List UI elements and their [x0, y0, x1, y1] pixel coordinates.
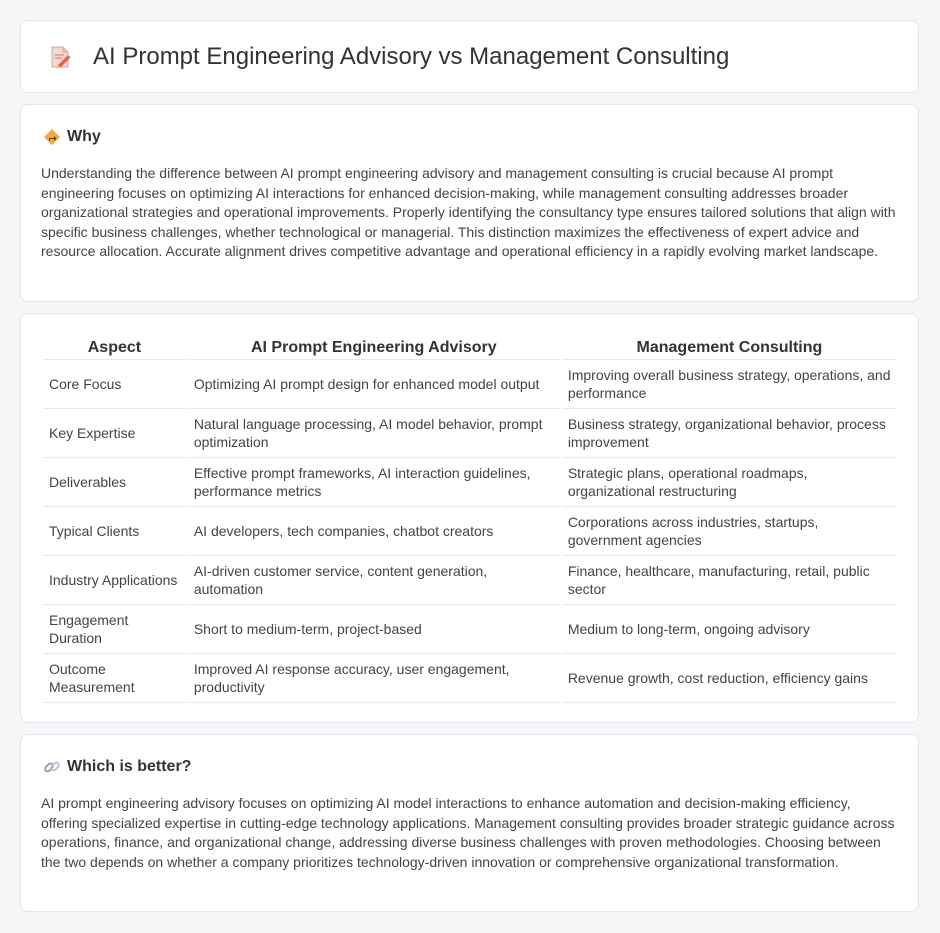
- comparison-table: [41, 336, 899, 703]
- which-is-better-card: [20, 734, 919, 912]
- aspect-cell: Key Expertise: [43, 409, 186, 458]
- table-row: [43, 654, 897, 703]
- aspect-cell: Industry Applications: [43, 556, 186, 605]
- link-icon: [43, 758, 61, 776]
- management-consulting-cell: Business strategy, organizational behavior, process improvement: [562, 409, 897, 458]
- document-pencil-icon: [47, 44, 73, 70]
- ai-advisory-cell: Short to medium-term, project-based: [188, 605, 560, 654]
- ai-advisory-cell: AI developers, tech companies, chatbot creators: [188, 507, 560, 556]
- ai-advisory-cell: Natural language processing, AI model behavior, prompt optimization: [188, 409, 560, 458]
- management-consulting-cell: Medium to long-term, ongoing advisory: [562, 605, 897, 654]
- aspect-cell: Typical Clients: [43, 507, 186, 556]
- title-card: [20, 20, 919, 93]
- column-header: AI Prompt Engineering Advisory: [188, 336, 560, 360]
- aspect-cell: Engagement Duration: [43, 605, 186, 654]
- table-row: [43, 458, 897, 507]
- management-consulting-cell: Finance, healthcare, manufacturing, retail, public sector: [562, 556, 897, 605]
- ai-advisory-cell: Optimizing AI prompt design for enhanced model output: [188, 360, 560, 409]
- why-header: [43, 128, 101, 146]
- diamond-sign-icon: [43, 128, 61, 146]
- page-title: AI Prompt Engineering Advisory vs Management Consulting: [93, 42, 730, 70]
- table-row: [43, 360, 897, 409]
- table-row: [43, 507, 897, 556]
- management-consulting-cell: Improving overall business strategy, operations, and performance: [562, 360, 897, 409]
- table-row: [43, 409, 897, 458]
- column-header: Management Consulting: [562, 336, 897, 360]
- aspect-cell: Outcome Measurement: [43, 654, 186, 703]
- better-text: AI prompt engineering advisory focuses on optimizing AI model interactions to enhance automation and decision-making efficiency, offering specialized expertise in cutting-edge technology applications. Management consulting provides broader strategic guidance across operations, finance, and organizational change, addressing diverse business challenges with proven methodologies. Choosing between the two depends on whether a company prioritizes technology-driven innovation or comprehensive organizational transformation.: [41, 795, 895, 870]
- why-card: [20, 104, 919, 302]
- management-consulting-cell: Corporations across industries, startups, government agencies: [562, 507, 897, 556]
- management-consulting-cell: Revenue growth, cost reduction, efficiency gains: [562, 654, 897, 703]
- comparison-card: [20, 313, 919, 723]
- table-header-row: [43, 336, 897, 360]
- why-title: Why: [67, 128, 101, 145]
- aspect-cell: Deliverables: [43, 458, 186, 507]
- better-header: [43, 758, 191, 776]
- table-row: [43, 556, 897, 605]
- ai-advisory-cell: Effective prompt frameworks, AI interaction guidelines, performance metrics: [188, 458, 560, 507]
- why-text: Understanding the difference between AI prompt engineering advisory and management consulting is crucial because AI prompt engineering focuses on optimizing AI interactions for enhanced decision-making, while management consulting addresses broader organizational strategies and operational improvements. Properly identifying the consultancy type ensures tailored solutions that align with specific business challenges, whether technological or managerial. This distinction maximizes the effectiveness of expert advice and resource allocation. Accurate alignment drives competitive advantage and operational efficiency in a rapidly evolving market landscape.: [41, 165, 896, 259]
- title-row: [21, 21, 918, 92]
- ai-advisory-cell: Improved AI response accuracy, user engagement, productivity: [188, 654, 560, 703]
- better-title: Which is better?: [67, 758, 192, 775]
- ai-advisory-cell: AI-driven customer service, content generation, automation: [188, 556, 560, 605]
- column-header: Aspect: [43, 336, 186, 360]
- management-consulting-cell: Strategic plans, operational roadmaps, organizational restructuring: [562, 458, 897, 507]
- aspect-cell: Core Focus: [43, 360, 186, 409]
- table-row: [43, 605, 897, 654]
